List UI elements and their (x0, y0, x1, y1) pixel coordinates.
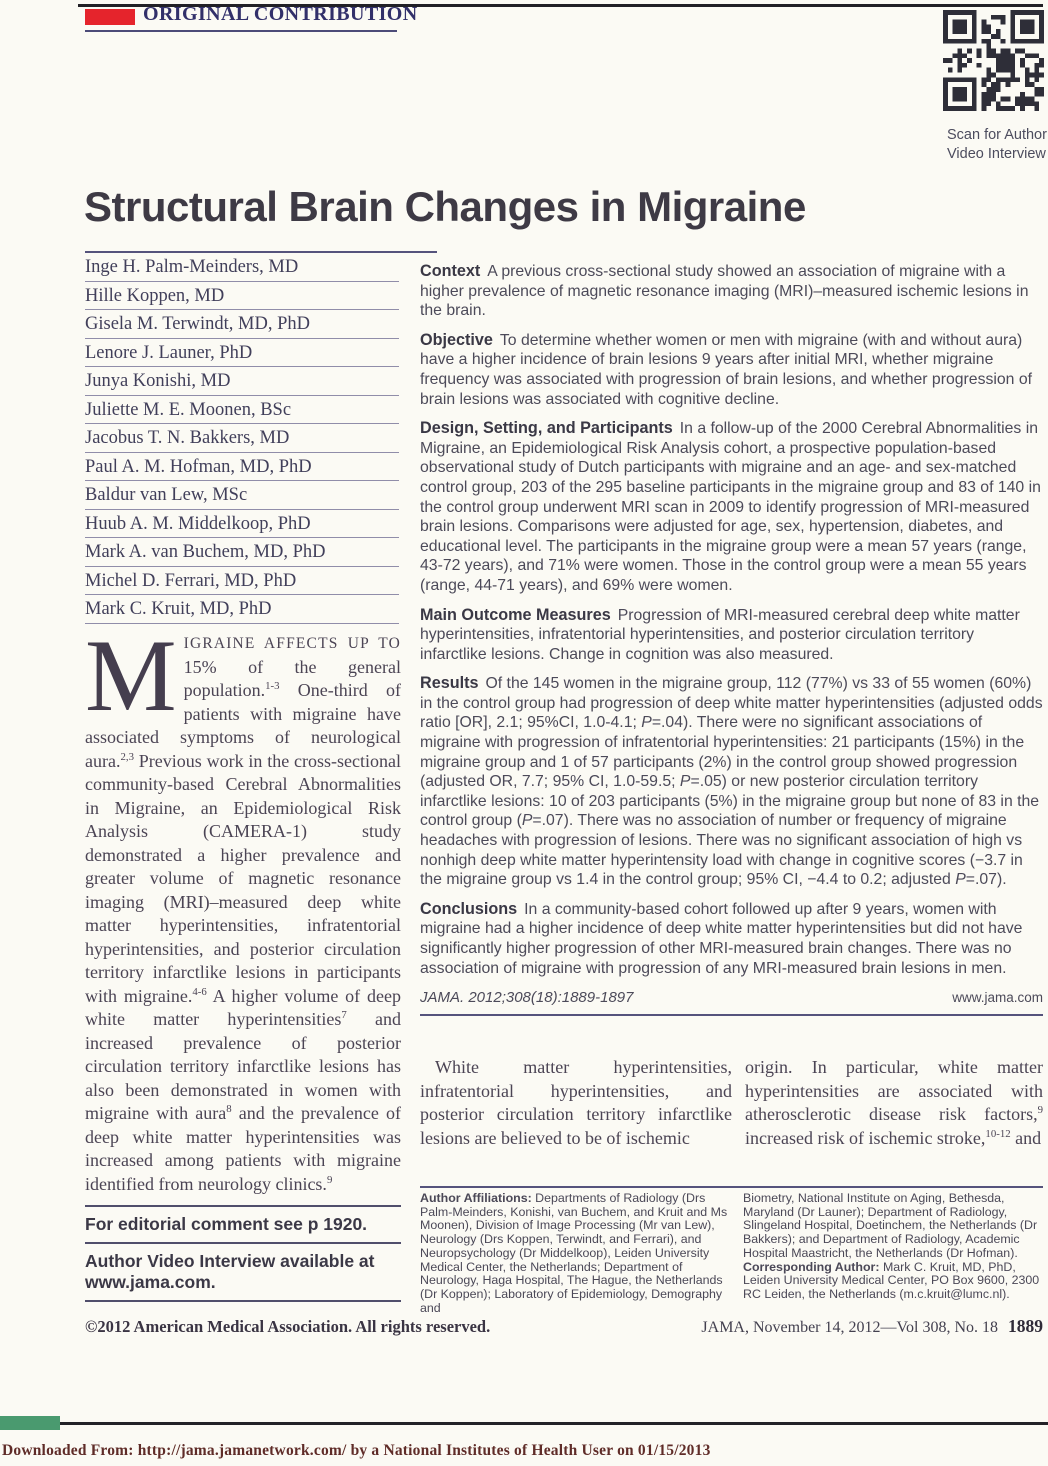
context-text: A previous cross-sectional study showed an association of migraine with a higher prevalence of magnetic resonance imaging (MRI)–measured ischemic lesions in the brain. (420, 263, 1029, 320)
author-affiliations-continued: Biometry, National Institute on Aging, Bethesda, Maryland (Dr Launer); Department of Radiology, Slingeland Hospital, Doetinchem, the Netherlands (Dr Bakkers); and Department of Radiology, Academic Hospital Maastricht, the Netherlands (Dr Hofman). (743, 1191, 1038, 1260)
objective-text: To determine whether women or men with migraine (with and without aura) have a higher incidence of brain lesions 9 years after initial MRI, whether migraine frequency was associated with progression of brain lesions, and whether progression of brain lesions was associated with cognitive decline. (420, 331, 1033, 408)
author-video-note: Author Video Interview available at www.jama.com. (85, 1251, 375, 1292)
abstract-bottom-rule (420, 1014, 1043, 1016)
kicker-label: ORIGINAL CONTRIBUTION (143, 3, 418, 25)
continuation-right-column: origin. In particular, white matter hyperintensities are associated with atherosclerotic disease risk factors,$^9$ increased risk of ischemic stroke,$^{10-12}$ and (745, 1057, 1043, 1148)
author-item: Hille Koppen, MD (85, 282, 399, 311)
page-number: 1889 (1008, 1316, 1043, 1336)
continuation-left-column: White matter hyperintensities, infratentorial hyperintensities, and posterior circulation territory infarctlike lesions are believed to be of ischemic (420, 1057, 732, 1148)
qr-caption-line1: Scan for Author (947, 127, 1047, 143)
abstract-section-outcomes (420, 606, 1043, 665)
context-label: Context (420, 262, 481, 280)
page-footer (85, 1316, 1043, 1337)
citation-row (420, 988, 1043, 1008)
drop-cap: M (85, 619, 177, 733)
intro-paragraph (85, 619, 402, 1196)
abstract-section-conclusions (420, 900, 1043, 978)
author-item: Michel D. Ferrari, MD, PhD (85, 567, 399, 596)
abstract-section-objective (420, 331, 1043, 409)
copyright-notice: ©2012 American Medical Association. All rights reserved. (85, 1317, 491, 1336)
jama-citation: JAMA. 2012;308(18):1889-1897 (420, 989, 634, 1007)
author-item: Inge H. Palm-Meinders, MD (85, 253, 399, 282)
qr-code (943, 10, 1044, 111)
editorial-comment-note: For editorial comment see p 1920. (85, 1214, 368, 1234)
abstract-section-context (420, 262, 1043, 321)
corresponding-author-note: Corresponding Author: Mark C. Kruit, MD, PhD, Leiden University Medical Center, PO Box 9600, 2300 RC Leiden, the Netherlands (m.c.kruit@lumc.nl). (743, 1259, 1040, 1301)
conclusions-label: Conclusions (420, 899, 518, 918)
kicker-red-mark (85, 9, 135, 25)
editorial-rule (85, 1242, 401, 1244)
author-item: Huub A. M. Middelkoop, PhD (85, 510, 399, 539)
kicker-rule (85, 30, 397, 32)
affiliations-footnote (420, 1192, 1043, 1315)
author-item: Baldur van Lew, MSc (85, 481, 399, 510)
outcomes-label: Main Outcome Measures (420, 605, 611, 624)
author-item: Juliette M. E. Moonen, BSc (85, 396, 399, 425)
author-affiliations-left: Author Affiliations: Departments of Radiology (Drs Palm-Meinders, Konishi, van Buchem, and Kruit and Ms Moonen), Division of Image Processing (Mr van Lew), Neurology (Drs Koppen, Terwindt, and Ferrari), and Neuropsychology (Dr Middelkoop), Leiden University Medical Center, the Netherlands; Department of Neurology, Haga Hospital, The Hague, the Netherlands (Dr Koppen); Laboratory of Epidemiology, Demography and (420, 1191, 728, 1315)
abstract (420, 262, 1043, 1016)
jama-url: www.jama.com (952, 990, 1043, 1006)
qr-caption-line2: Video Interview (947, 145, 1046, 162)
abstract-section-design (420, 419, 1043, 595)
body-continuation (420, 1056, 1043, 1150)
editorial-rule (85, 1205, 401, 1207)
abstract-section-results (420, 674, 1043, 890)
outcomes-text: Progression of MRI-measured cerebral deep white matter hyperintensities, infratentorial hyperintensities, and posterior circulation territory infarctlike lesions. Change in cognition was also measured. (420, 606, 1020, 663)
intro-text: IGRAINE AFFECTS UP TO 15% of the general population.$^{1-3}$ One-third of patients with migraine have associated symptoms of neurological aura.$^{2,3}$ Previous work in the cross-sectional community-based Cerebral Abnormalities in Migraine, an Epidemiological Risk Analysis (CAMERA-1) study demonstrated a higher prevalence and greater volume of magnetic resonance imaging (MRI)–measured deep white matter hyperintensities, infratentorial hyperintensities, and posterior circulation territory infarctlike lesions in participants with migraine.$^{4-6}$ A higher volume of deep white matter hyperintensities$^7$ and increased prevalence of posterior circulation territory infarctlike lesions has also been demonstrated in women with migraine with aura$^8$ and the prevalence of deep white matter hyperintensities was increased among patients with migraine identified from neurology clinics.$^9$ (85, 635, 402, 1194)
qr-code-image (943, 10, 1044, 111)
author-item: Lenore J. Launer, PhD (85, 339, 399, 368)
author-item: Jacobus T. N. Bakkers, MD (85, 424, 399, 453)
author-list (85, 253, 399, 624)
design-text: In a follow-up of the 2000 Cerebral Abnormalities in Migraine, an Epidemiological Risk Analysis cohort, a prospective population-based observational study of Dutch participants with migraine and an age- and sex-matched control group, 203 of the 295 baseline participants in the migraine group and 83 of 140 in the control group underwent MRI scan in 2009 to identify progression of MRI-measured brain lesions. Comparisons were adjusted for age, sex, hypertension, diabetes, and educational level. The participants in the migraine group were a mean 57 years (range, 43-72 years), and 71% were women. Those in the control group were a mean 55 years (range, 44-71 years), and 69% were women. (420, 420, 1041, 594)
objective-label: Objective (420, 330, 493, 349)
author-item: Gisela M. Terwindt, MD, PhD (85, 310, 399, 339)
editorial-note-box (85, 1205, 401, 1302)
conclusions-text: In a community-based cohort followed up after 9 years, women with migraine had a higher incidence of deep white matter hyperintensities but did not have significantly higher progression of other MRI-measured brain changes. There was no association of migraine with progression of any MRI-measured brain lesions in men. (420, 900, 1023, 977)
author-item: Mark C. Kruit, MD, PhD (85, 595, 399, 624)
author-item: Mark A. van Buchem, MD, PhD (85, 538, 399, 567)
results-label: Results (420, 674, 479, 693)
author-affiliations-right (743, 1192, 1043, 1315)
page-title: Structural Brain Changes in Migraine (84, 183, 806, 230)
footer-rule (0, 1422, 1048, 1425)
design-label: Design, Setting, and Participants (420, 419, 673, 438)
author-item: Paul A. M. Hofman, MD, PhD (85, 453, 399, 482)
affiliations-rule (420, 1186, 1043, 1188)
journal-issue-text: JAMA, November 14, 2012—Vol 308, No. 18 (701, 1319, 998, 1336)
results-text: Of the 145 women in the migraine group, 112 (77%) vs 33 of 55 women (60%) in the control group had progression of deep white matter hyperintensities (adjusted odds ratio [OR], 2.1; 95%CI, 1.0-4.1; P=.04). There were no significant associations of migraine with progression of infratentorial hyperintensities: 21 participants (15%) in the migraine group and 1 of 57 participants (2%) in the control group showed progression (adjusted OR, 7.7; 95% CI, 1.0-59.5; P=.05) or new posterior circulation territory infarctlike lesions: 10 of 203 participants (5%) in the migraine group but none of 83 in the control group (P=.07). There was no association of number or frequency of migraine headaches with progression of lesions. There was no significant association of high vs nonhigh deep white matter hyperintensity load with change in cognitive scores (−3.7 in the migraine group vs 1.4 in the control group; 95% CI, −4.4 to 0.2; adjusted P=.07). (420, 675, 1043, 889)
download-notice: Downloaded From: http://jama.jamanetwork.com/ by a National Institutes of Health User on 01/15/2013 (2, 1442, 711, 1459)
qr-caption (947, 126, 1047, 163)
editorial-rule (85, 1300, 401, 1302)
highlighter-mark (0, 1416, 60, 1430)
journal-issue-line (701, 1316, 1043, 1337)
author-item: Junya Konishi, MD (85, 367, 399, 396)
